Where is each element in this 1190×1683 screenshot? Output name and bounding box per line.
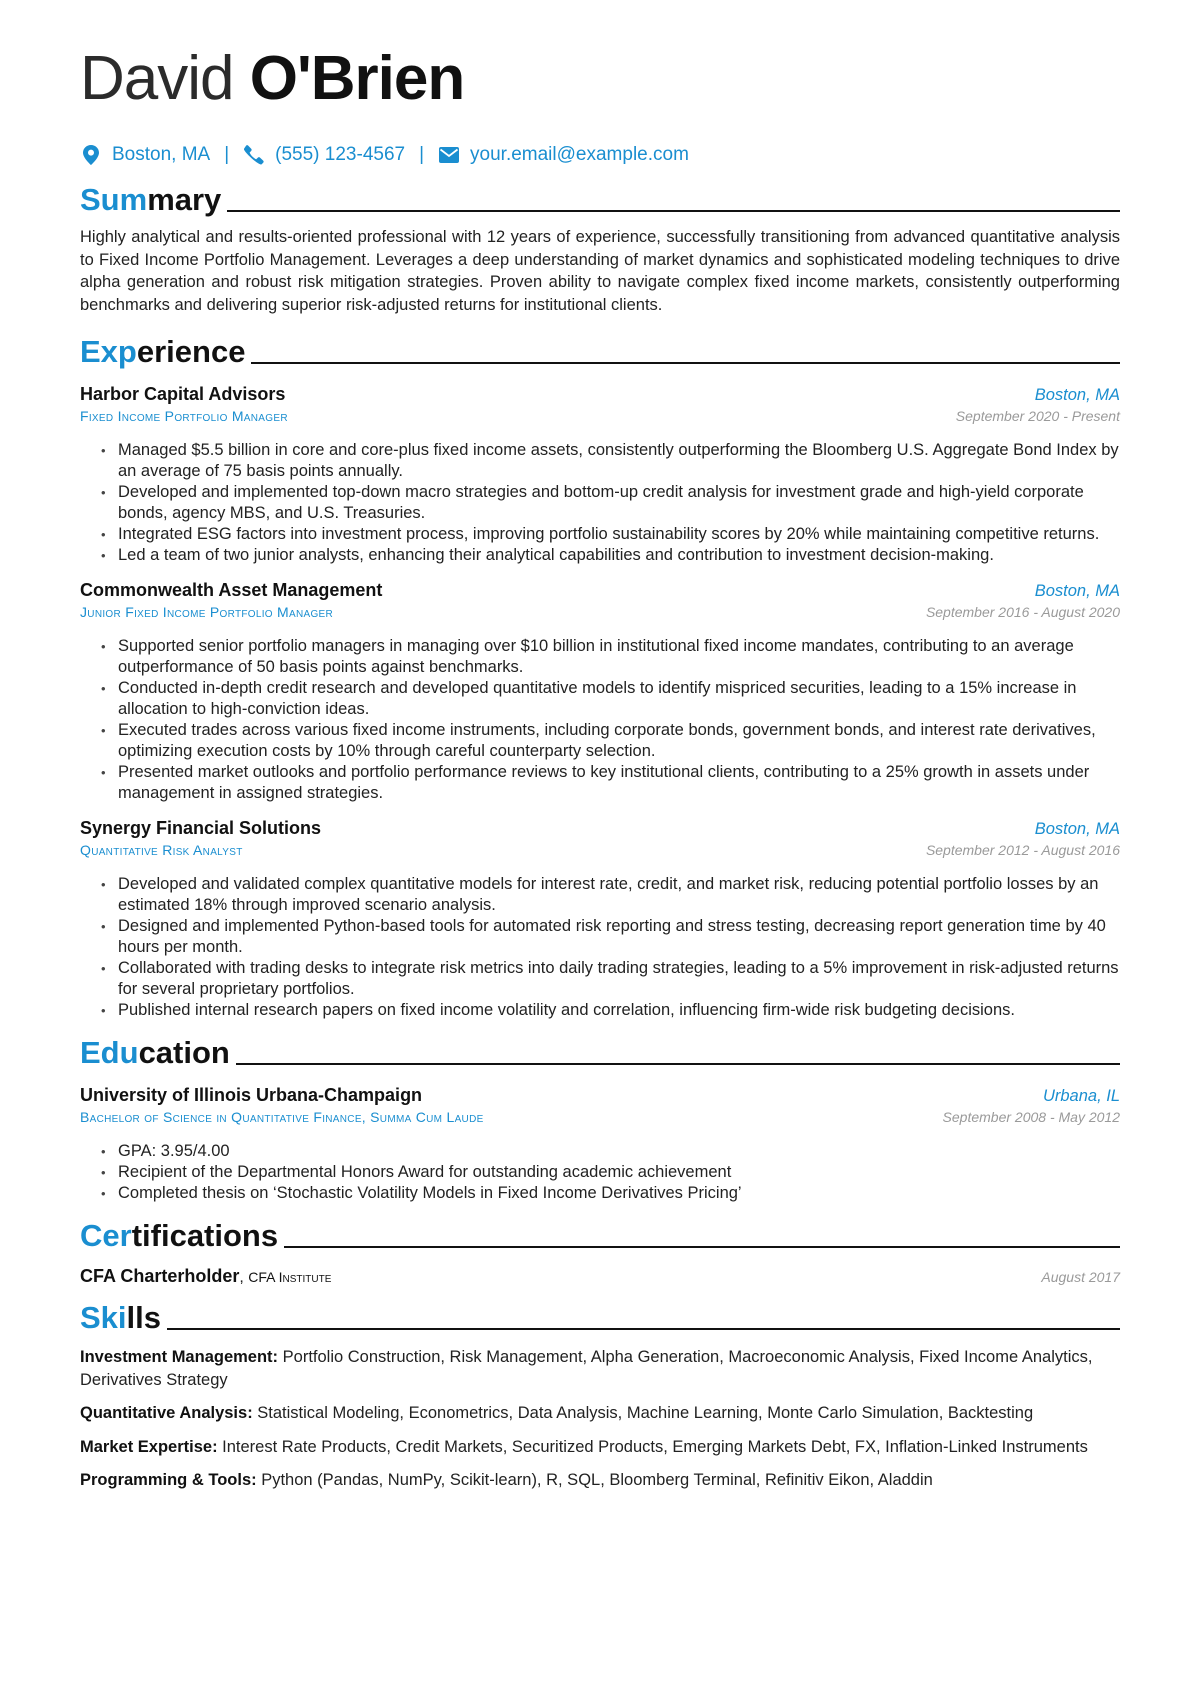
summary-paragraph: Highly analytical and results-oriented professional with 12 years of experience, successfully transitioning from advanced quantitative analysis to Fixed Income Portfolio Management. Leverages a deep understanding of market dynamics and sophisticated modeling techniques to drive alpha generation and robust risk mitigation strategies. Proven ability to navigate complex fixed income markets, consistently outperforming benchmarks and delivering superior risk-adjusted returns for institutional clients. bbox=[80, 228, 1120, 314]
certification-entry bbox=[80, 1266, 1120, 1290]
employer-name: Harbor Capital Advisors bbox=[80, 384, 286, 404]
list-item: • Executed trades across various fixed income instruments, including corporate bonds, government bonds, and interest rate derivatives, optimizing execution costs by 10% through careful counterparty selection. bbox=[118, 720, 1120, 762]
list-item: • Collaborated with trading desks to integrate risk metrics into daily trading strategies, leading to a 5% improvement in risk-adjusted returns for several proprietary portfolios. bbox=[118, 958, 1120, 1000]
section-rule bbox=[236, 1063, 1120, 1065]
list-item: • Supported senior portfolio managers in managing over $10 billion in institutional fixed income mandates, contributing to an average outperformance of 50 basis points against benchmarks. bbox=[118, 636, 1120, 678]
list-item: • Managed $5.5 billion in core and core-plus fixed income assets, consistently outperforming the Bloomberg U.S. Aggregate Bond Index by an average of 75 basis points annually. bbox=[118, 440, 1120, 482]
job-dates: September 2012 - August 2016 bbox=[925, 842, 1120, 858]
location-text: Boston, MA bbox=[112, 144, 211, 165]
achievement-list bbox=[80, 440, 1120, 566]
job-title: Fixed Income Portfolio Manager bbox=[80, 408, 288, 424]
section-title: Certifications bbox=[80, 1218, 279, 1253]
envelope-icon bbox=[438, 144, 460, 166]
email-link[interactable]: your.email@example.com bbox=[470, 144, 689, 165]
skill-items: Python (Pandas, NumPy, Scikit-learn), R, SQL, Bloomberg Terminal, Refinitiv Eikon, Aladdin bbox=[261, 1471, 933, 1489]
section-title: Skills bbox=[80, 1300, 161, 1335]
skill-row bbox=[80, 1436, 1120, 1459]
employer-name: Synergy Financial Solutions bbox=[80, 818, 322, 838]
section-title: Summary bbox=[80, 182, 222, 217]
section-title: Experience bbox=[80, 334, 246, 369]
education-detail-list bbox=[80, 1141, 1120, 1204]
experience-entry bbox=[80, 818, 1120, 1021]
section-heading-education bbox=[80, 1031, 1120, 1071]
job-dates: September 2016 - August 2020 bbox=[925, 604, 1120, 620]
achievement-list bbox=[80, 874, 1120, 1021]
contact-bar bbox=[80, 142, 1120, 168]
last-name: O'Brien bbox=[249, 44, 465, 113]
job-location: Boston, MA bbox=[1034, 582, 1120, 600]
experience-entry bbox=[80, 384, 1120, 566]
map-pin-icon bbox=[80, 144, 102, 166]
list-item: • Integrated ESG factors into investment process, improving portfolio sustainability scores by 20% while maintaining competitive returns. bbox=[118, 524, 1120, 545]
section-rule bbox=[284, 1246, 1120, 1248]
school-location: Urbana, IL bbox=[1042, 1087, 1120, 1105]
section-rule bbox=[167, 1328, 1120, 1330]
job-dates: September 2020 - Present bbox=[955, 408, 1120, 424]
skill-row bbox=[80, 1402, 1120, 1425]
degree: Bachelor of Science in Quantitative Finance, Summa Cum Laude bbox=[80, 1109, 484, 1125]
resume-page bbox=[80, 36, 1120, 1503]
section-heading-experience bbox=[80, 330, 1120, 370]
skills-list bbox=[80, 1346, 1120, 1492]
section-heading-summary bbox=[80, 178, 1120, 218]
section-heading-certifications bbox=[80, 1214, 1120, 1254]
list-item: • GPA: 3.95/4.00 bbox=[118, 1141, 1120, 1162]
list-item: • Conducted in-depth credit research and developed quantitative models to identify mispriced securities, leading to a 15% increase in allocation to high-conviction ideas. bbox=[118, 678, 1120, 720]
list-item: • Completed thesis on ‘Stochastic Volatility Models in Fixed Income Derivatives Pricing’ bbox=[118, 1183, 1120, 1204]
list-item: • Developed and implemented top-down macro strategies and bottom-up credit analysis for investment grade and high-yield corporate bonds, agency MBS, and U.S. Treasuries. bbox=[118, 482, 1120, 524]
list-item: • Designed and implemented Python-based tools for automated risk reporting and stress testing, decreasing report generation time by 40 hours per month. bbox=[118, 916, 1120, 958]
certification-issuer: CFA Institute bbox=[248, 1269, 332, 1285]
list-item: • Developed and validated complex quantitative models for interest rate, credit, and market risk, reducing potential portfolio losses by an estimated 18% through improved scenario analysis. bbox=[118, 874, 1120, 916]
school-name: University of Illinois Urbana-Champaign bbox=[80, 1085, 423, 1105]
experience-entry bbox=[80, 580, 1120, 804]
job-title: Quantitative Risk Analyst bbox=[80, 842, 243, 858]
candidate-name bbox=[80, 36, 1120, 122]
certification-separator: , bbox=[239, 1269, 249, 1286]
skill-items: Statistical Modeling, Econometrics, Data Analysis, Machine Learning, Monte Carlo Simulation, Backtesting bbox=[257, 1404, 1034, 1422]
section-rule bbox=[227, 210, 1120, 212]
skill-category: Quantitative Analysis: bbox=[80, 1404, 253, 1422]
certification-name: CFA Charterholder bbox=[80, 1266, 240, 1286]
education-entry bbox=[80, 1085, 1120, 1204]
phone-icon bbox=[243, 144, 265, 166]
list-item: • Led a team of two junior analysts, enhancing their analytical capabilities and contribution to investment decision-making. bbox=[118, 545, 1120, 566]
skill-category: Market Expertise: bbox=[80, 1437, 218, 1456]
job-location: Boston, MA bbox=[1034, 820, 1120, 838]
first-name: David bbox=[80, 44, 234, 113]
skill-items: Interest Rate Products, Credit Markets, Securitized Products, Emerging Markets Debt, FX, Inflation-Linked Instruments bbox=[222, 1437, 1088, 1456]
list-item: • Recipient of the Departmental Honors Award for outstanding academic achievement bbox=[118, 1162, 1120, 1183]
list-item: • Published internal research papers on fixed income volatility and correlation, influencing firm-wide risk budgeting decisions. bbox=[118, 1000, 1120, 1021]
skill-category: Programming & Tools: bbox=[80, 1471, 257, 1489]
certification-date: August 2017 bbox=[1041, 1269, 1120, 1285]
phone-link[interactable]: (555) 123-4567 bbox=[275, 144, 406, 165]
section-heading-skills bbox=[80, 1296, 1120, 1336]
list-item: • Presented market outlooks and portfolio performance reviews to key institutional clients, contributing to a 25% growth in assets under management in assigned strategies. bbox=[118, 762, 1120, 804]
skill-category: Investment Management: bbox=[80, 1348, 279, 1366]
section-title: Education bbox=[80, 1035, 230, 1070]
job-location: Boston, MA bbox=[1034, 386, 1120, 404]
skill-row bbox=[80, 1469, 1120, 1492]
achievement-list bbox=[80, 636, 1120, 804]
skill-row bbox=[80, 1346, 1120, 1391]
contact-separator: | bbox=[419, 144, 425, 165]
section-rule bbox=[251, 362, 1120, 364]
skill-items: Portfolio Construction, Risk Management, Alpha Generation, Macroeconomic Analysis, Fixed Income Analytics, Derivatives Strategy bbox=[80, 1348, 1093, 1389]
employer-name: Commonwealth Asset Management bbox=[80, 580, 383, 600]
education-dates: September 2008 - May 2012 bbox=[942, 1109, 1120, 1125]
contact-separator: | bbox=[224, 144, 230, 165]
job-title: Junior Fixed Income Portfolio Manager bbox=[80, 604, 334, 620]
